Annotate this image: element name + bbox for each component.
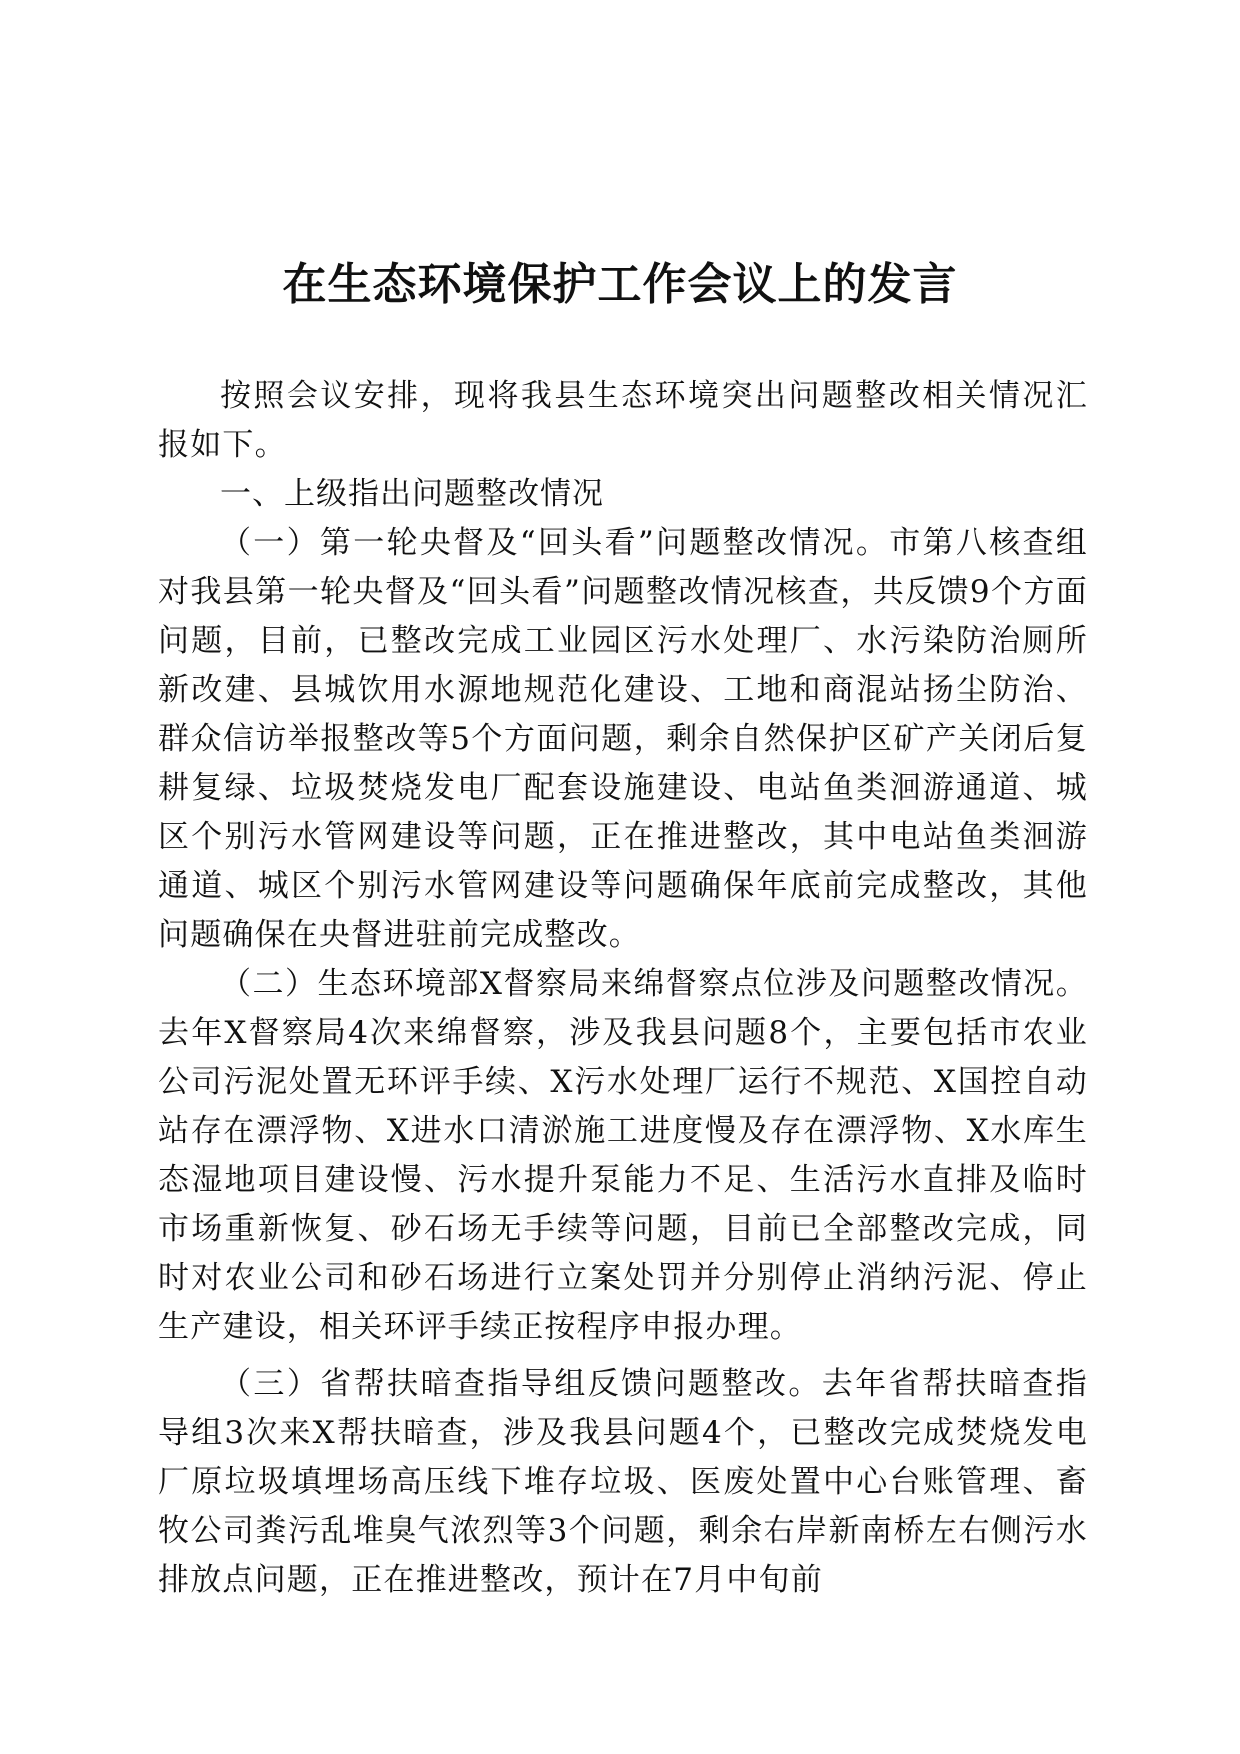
section-heading: 一、上级指出问题整改情况 (220, 476, 604, 512)
paragraph-3: （三）省帮扶暗查指导组反馈问题整改。去年省帮扶暗查指导组3次来X帮扶暗查，涉及我县问题4个，已整改完成焚烧发电厂原垃圾填埋场高压线下堆存垃圾、医废处置中心台账管理、畜牧公司粪污乱堆臭气浓烈等3个问题，剩余右岸新南桥左右侧污水排放点问题，正在推进整改，预计在7月中旬前 (158, 1366, 1088, 1598)
document-body (158, 372, 1088, 1605)
paragraph-1: （一）第一轮央督及“回头看”问题整改情况。市第八核查组对我县第一轮央督及“回头看”问题整改情况核查，共反馈9个方面问题，目前，已整改完成工业园区污水处理厂、水污染防治厕所新改建、县城饮用水源地规范化建设、工地和商混站扬尘防治、群众信访举报整改等5个方面问题，剩余自然保护区矿产关闭后复耕复绿、垃圾焚烧发电厂配套设施建设、电站鱼类洄游通道、城区个别污水管网建设等问题，正在推进整改，其中电站鱼类洄游通道、城区个别污水管网建设等问题确保年底前完成整改，其他问题确保在央督进驻前完成整改。 (158, 525, 1088, 953)
intro-paragraph: 按照会议安排，现将我县生态环境突出问题整改相关情况汇报如下。 (158, 378, 1088, 463)
paragraph-2: （二）生态环境部X督察局来绵督察点位涉及问题整改情况。去年X督察局4次来绵督察，涉及我县问题8个，主要包括市农业公司污泥处置无环评手续、X污水处理厂运行不规范、X国控自动站存在漂浮物、X进水口清淤施工进度慢及存在漂浮物、X水库生态湿地项目建设慢、污水提升泵能力不足、生活污水直排及临时市场重新恢复、砂石场无手续等问题，目前已全部整改完成，同时对农业公司和砂石场进行立案处罚并分别停止消纳污泥、停止生产建设，相关环评手续正按程序申报办理。 (158, 966, 1088, 1345)
document-title: 在生态环境保护工作会议上的发言 (282, 259, 958, 310)
